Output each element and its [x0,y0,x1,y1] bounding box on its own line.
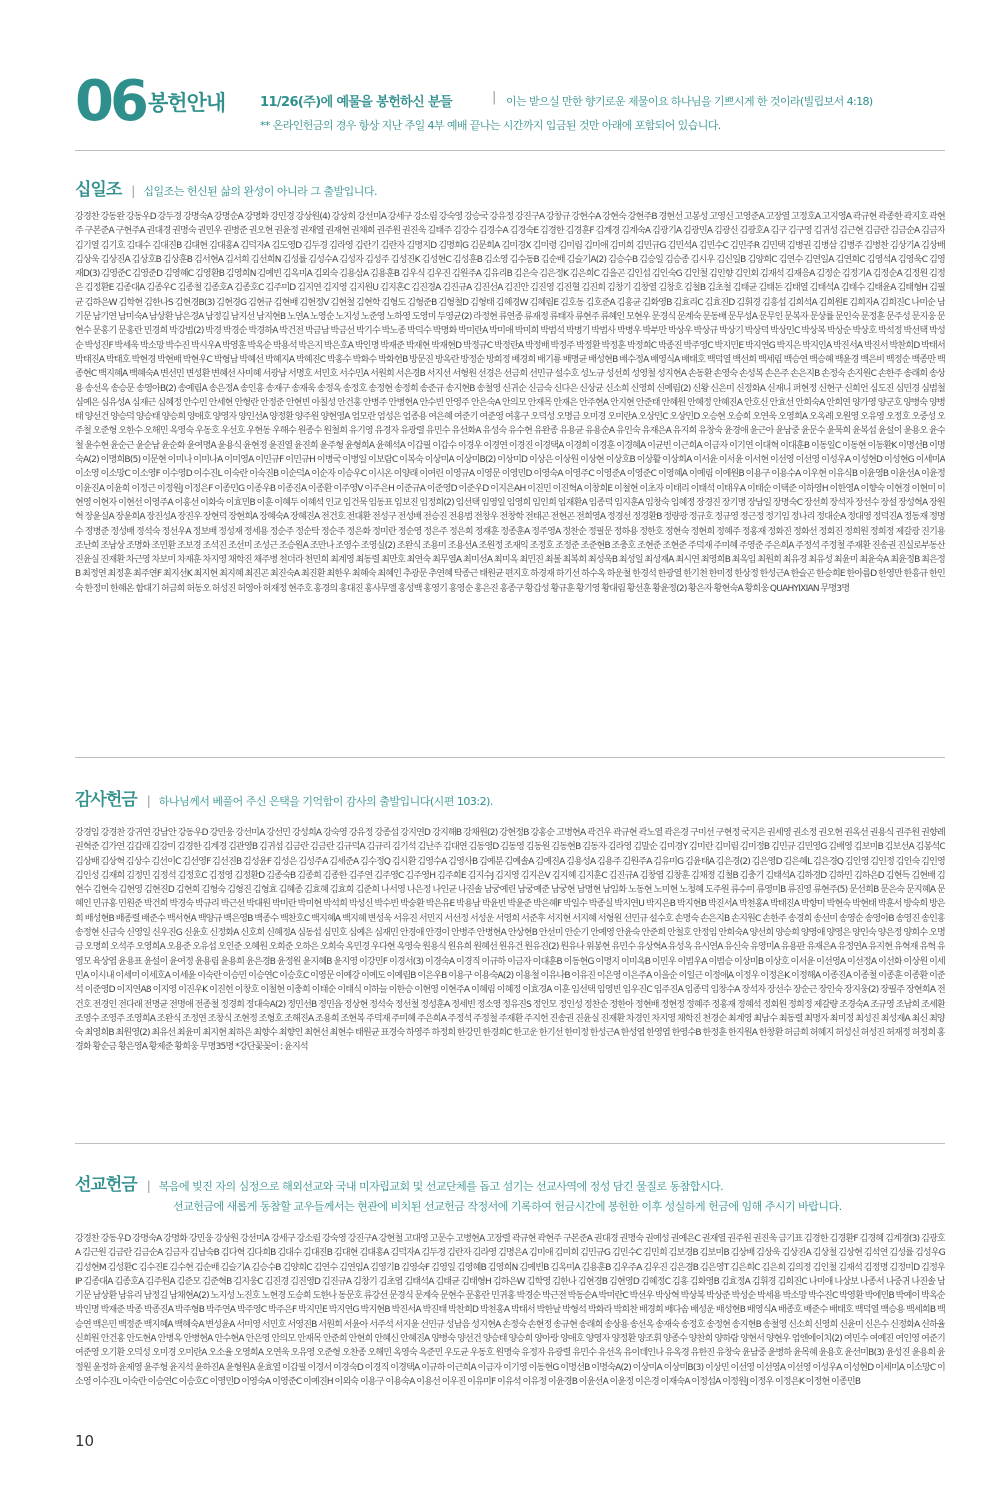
mission-section-header [75,1170,842,1213]
header-verse: 이는 받으실 만한 향기로운 제물이요 하나님을 기쁘시게 한 것이라(빌립보서 4:18) [506,95,873,108]
mission-divider: | [146,1179,151,1193]
header-divider: | [492,90,497,105]
mission-description: 복음에 빚진 자의 심정으로 해외선교와 국내 미자립교회 및 선교단체를 돕고 섬기는 선교사역에 정성 담긴 물질로 동참합시다. [158,1180,724,1193]
mission-donor-list: 강경찬 강동우D 강명숙A 강명화 강민웅 강상원 강선미A 강세구 강소림 강숙영 강진구A 강현철 고대영 고문수 고병현A 고장렬 곽규현 곽현주 구본준A 권대경 권명숙 권예성 권예은C 권재열 권주원 권진욱 금기표 김경한 김경환F 김경혜 김계경(3) 김광호A 김근원 김금란 김금순A 김금자 김남숙B 김다혁 김다희B 김대수 김대진B 김대현 김대홍A 김덕자A 김두경 김란자 김라영 김명은A 김미애 김미희 김민규G 김민수C 김민희 김보경B 김보미B 김상배 김상욱 김상진A 김상철 김상현 김석연 김성률 김성우G 김성현M 김성환C 김수진E 김수현 김순배 김슬기A 김승수B 김양희C 김연수 김연임A 김영기B 김영숙F 김영일 김영혜B 김영희N 김예빈B 김옥미A 김용훈B 김우주A 김우진 김은경B 김은영T 김은희C 김은희 김의정 김인철 김재석 김정명 김정미D 김정우IP 김종대A 김종호A 김주원A 김준모 김준혁B 김지웅C 김진경 김진영D 김진규A 김창기 김초엽 김태석A 김태균 김태형H 김하은W 김학영 김한나 김현경B 김현영D 김혜정C 김홍 김화영B 김효정A 김휘경 김희진C 나미애 나상보 나종서 나중귀 나진솔 남기문 남상환 남유리 남정길 남채현A(2) 노지성 노진호 노현경 도승희 도한나 동문호 류강선 문경식 문계숙 문현수 문홍란 민귀홍 박경순 박근전 박동순A 박미란C 박선우 박상혁 박상복 박상준 박성순 박세용 박소망 박수진C 박영환 박에민B 박예이 박옥순 박인명 박재준 박종 박종진A 박주형B 박주연A 박주영C 박주은F 박지민E 박지연G 박지현B 박진서A 박진태 박찬희D 박천홍A 박태서 박한날 박형석 박화라 박희찬 배경희 배다솜 배성운 배성현B 배영식A 배종호 배준수 배태호 백덕열 백승용 백세희B 백승연 백은민 백정준 백지혜A 백혜숙A 변성윤A 서미영 서민호 서영진B 서원희 서윤아 서주석 서지윤 선민규 성남음 성지현A 손정숙 손현정 송규현 송래희 송상용 송선옥 송재숙 송정호 송정현 송지현B 송철영 신소희 신영희 신윤미 신은수 신정화A 신하율 신희원 안건홍 안도현A 안병옥 안병현A 안수현A 안은영 안의모 안재목 안준희 안현희 안혜신 안혜진A 양병숙 양선건 양승태 양승희 양아랑 양애호 양영자 양정환 양조휘 양종수 양찬희 양하람 양현서 양현우 엄엔에이치(2) 여민수 여예진 여인영 여준기 여준영 오기환 오덕성 오미경 오미란A 오소율 오영희A 오연욱 오유영 오준형 오찬종 오해민 옥영숙 옥준민 우도균 우동호 원명숙 유정자 유광렬 유민수 유선옥 유이데인나 유옥경 유한진 유창숙 윤남중 윤병하 윤목혜 윤용호 윤선미B(3) 윤성진 윤용희 윤정원 윤정하 윤제영 윤주형 윤지석 윤하진A 윤형원A 윤효열 이갑필 이경서 이경숙D 이경직 이경택A 이규하 이근희A 이금자 이기영 이동현G 이명선B 이명숙A(2) 이상미A 이상미B(3) 이상민 이선영 이선영A 이선영 이성우A 이성현D 이세미A 이소망C 이소영 이수진L 이숙란 이승연C 이승호C 이영민D 이영숙A 이영준C 이예진H 이외숙 이용구 이용숙A 이용선 이우진 이유미F 이유석 이유정 이윤경B 이윤선A 이윤정 이은경 이재숙A 이정섭A 이정원J 이정우 이정은K 이정현 이종민B [75,1234,945,1387]
tithe-divider: | [131,184,136,198]
thanks-divider: | [146,794,151,808]
mission-description-2: 선교헌금에 새롭게 동참할 교우들께서는 현관에 비치된 선교헌금 작정서에 기록하여 헌금시간에 봉헌한 이후 성실하게 헌금에 임해 주시기 바랍니다. [173,1200,842,1213]
thanks-donor-list: 강경임 강경찬 강귀연 강남안 강동우D 강민웅 강선미A 강선민 강성희A 강숙영 강유정 강종섭 강지연D 강지해B 강채원(2) 강현정B 강홍순 고병현A 곽건우 곽규현 곽노열 곽은경 구미선 구현정 국지은 권세영 권소정 권오현 권옥선 권용식 권주원 권향례 권혁준 김가연 김갑래 김강미 김경한 김계경 김관영B 김귀섬 김금란 김금란 김규덕A 김규리 김기석 김난주 김대연 김동영D 김동영 김동원 김동현B 김동자 김라영 김말순 김미경Y 김미란 김미림 김미정B 김민규 김민영G 김배영 김보미B 김보선A 김봉석C 김상배 김상혁 김상수 김선이C 김선영F 김선진B 김성윤F 김성은 김성주A 김세준A 김수정Q 김시환 김영수A 김영사B 김예분 김예솔A 김예진A 김용성A 김용주 김원주A 김유미G 김윤태A 김은경(2) 김은영D 김은혜L 김은경Q 김인영 김인정 김인숙 김인영 김인성 김재희 김정민 김정석 김정호C 김정영 김정환D 김종숙B 김종희 김종한 김주연 김주영C 김주영H 김주희E 김지수J 김지영 김지은V 김지혜 김지훈C 김진규A 김창엽 김창훈 김채정 김철B 김충기 김태석A 김하경D 김하민 김하은D 김현득 김현배 김현수 김현숙 김현영 김현진D 김현희 김형숙 김형진 김형효 김혜종 김효혜 김효희 김준희 나서영 나은정 나인균 나진솔 남궁예린 남궁예준 남궁현 남명현 남임화 노동현 노미현 노청혜 도주원 류수미 류영미B 류진영 류현주(5) 문선희B 문은숙 문지혜A 문혜인 민규홍 민원준 박건희 박경숙 박규리 박근선 박대원 박미란 박미현 박석희 박성신 박수빈 박숭환 박은유E 박용남 박윤빈 박윤준 박은혜F 박일수 박종실 박지연U 박지은B 박지현B 박진서A 박천홍A 박태진A 박향미 박현숙 박현태 박훈서 방숙희 방은희 배성현B 배종렬 배준수 백서현A 백양규 백은영B 백종수 백찬호C 백지혜A 백지혜 변성욱 서유진 서민지 서선정 서성운 서영희 서준후 서지현 서지혜 서형원 선민규 설수호 손명숙 손은지B 손지원C 손한주 송경희 송선미 송영순 송영아B 송영진 송인홍 송정현 신금숙 신영일 신우진G 신윤호 신정화A 신호희 신혜정A 심동섭 심민호 심예은 심재민 안경애 안경이 안병주 안병현A 안상현B 안선미 안순기 안예영 안윤숙 안준희 안철호 안정임 안희숙A 양선희 양승희 양영애 양영은 양인숙 양은정 양희수 오명금 오명희 오석주 오영희A 오용준 오유섭 오인준 오혜원 오희준 오하은 오희숙 옥민경 우다현 옥영숙 원용식 원유희 원혜선 원유건 원유진(2) 원유나 위봉현 유민수 유상혁A 유성옥 유시연A 유신숙 유영미A 유용판 유재은A 유정연A 유지현 유혁재 유혁 유영모 육상엽 윤용표 윤설이 윤여정 윤용림 윤용희 윤은경B 윤정원 윤지혜B 윤지영 이강민F 이경서(3) 이경숙A 이경직 이규하 이금자 이대훈B 이동현G 이명지 이미옥B 이민우 이범우A 이범승 이상미B 이상호 이서윤 이선영A 이선정A 이선화 이상원 이세민A 이시내 이세미 이세호A 이세윤 이숙란 이승민 이승연C 이승호C 이영문 이예강 이예도 이예림B 이은우B 이용구 이용숙A(2) 이용철 이유나B 이유진 이은영 이은주A 이을순 이일근 이정애A 이정우 이정은K 이정해A 이종진A 이종철 이종훈 이종환 이준석 이준영D 이지연A8 이지영 이진우K 이진헌 이창호 이철현 이충희 이태순 이태식 이하늘 이한승 이현영 이현주A 이혜림 이혜정 이효경A 이훈 임선택 임영빈 임우진C 임주진A 임종덕 임창수A 장석자 장선수 장순근 장인숙 장지웅(2) 장필주 장현희A 전건호 전경인 전다래 전명균 전명애 전종철 정경희 정대숙A(2) 정민선B 정민읍 정상현 정석숙 정선철 정성훈A 정세빈 정소영 정유진S 정인모 정인성 정찬순 정한아 정현배 정현정 정혜주 정홍재 정혜석 정회원 정희정 제갈량 조경숙A 조규영 조남희 조세환 조영수 조영주 조영희A 조완식 조정연 조창식 조현정 조형호 조해진A 조용희 조현복 주덕재 주미혜 주은희A 주정석 주정철 주재환 주지헌 진송권 진윤실 진재환 차경인 차지영 채학진 천경순 최계영 최남수 최동렬 최명자 최미정 최성진 최성재A 최신 최양숙 최영희B 최원영(2) 최유선 최윤미 최지현 최하은 최향수 최향인 최현선 최현수 태원균 표경숙 하영주 하정희 한강민 한경희C 한고운 한기선 한미정 한성근A 한성엽 한영엽 한영수B 한정훈 한지원A 한창환 허금희 허혜지 허성신 허성진 허재정 허정희 홍경화 황순금 황은영A 황제준 황희웅 무명35명 *강단꽃꽂이 : 윤지석 [75,828,945,1053]
tithe-section-header [75,175,377,200]
tithe-donor-list: 강경찬 강동완 강동우D 강두경 강명숙A 강명순A 강명화 강민경 강상원(4) 강상희 강선미A 강세구 강소림 강숙영 강승국 강유정 강진구A 강창규 강현수A 강현숙 강현주B 경현선 고봉성 고영신 고영준A 고장열 고정호A 고지영A 곽규현 곽종한 곽지호 곽현주 구본준A 구현주A 권대경 권명숙 권민우 권병준 권오현 권윤정 권재열 권재현 권채희 권주원 권진욱 길태주 김강수 김경수A 김경숙E 김경한 김경훈F 김계경 김계숙A 김광기A 김광민A 김광신 김광호A 김구 김구영 김귀성 김근현 김금란 김금순A 김금자 김기열 김기호 김대수 김대진B 김대현 김대홍A 김덕자A 김도영D 김두경 김라영 김란기 김란자 김명지D 김명희G 김문희A 김미경X 김미령 김미림 김미애 김미희 김민규G 김민석A 김민수C 김민주R 김민택 김병권 김병삼 김병주 김병찬 김상기A 김상배 김상욱 김상진A 김상호B 김상훈B 김서현A 김서희 김선희N 김성률 김성수A 김성자 김성주 김성진K 김성현C 김성훈B 김소영 김수동B 김순배 김슬기A(2) 김승수B 김승일 김승종 김시우 김신일B 김양희C 김연수 김연일A 김연희C 김영석A 김영욱C 김영재D(3) 김영준C 김영준D 김영혜C 김영환B 김영희N 김예빈 김옥미A 김외숙 김용삼A 김용훈B 김우식 김우진 김원주A 김유리B 김은숙 김은정K 김은희C 김을곤 김인섭 김인숙G 김인철 김인향 김인회 김재석 김재응A 김정순 김정기A 김정순A 김정원 김정은 김정환E 김종대A 김종우C 김종철 김종호A 김종호C 김주미D 김지연 김지영 김지원U 김지혼C 김진경A 김진규A 김진선A 김진안 김진영 김진혈 김진희 김창기 김창열 김창호 김철B 김초철 김태균 김태돈 김태열 김태석A 김태수 김태윤A 김태형H 김필균 김하은W 김학현 김한나S 김현경B(3) 김현경G 김현규 김현배 김현정V 김현철 김현학 김형도 김형준B 김형철D 김형태 김혜경W 김혜림E 김호동 김호준A 김홍균 김화영B 김효리C 김효진D 김휘경 김흥섭 김희석A 김희원E 김희자A 김희진C 나미순 남기문 남기연 남미숙A 남상환 남은경A 남정길 남지선 남지현B 노연A 노영순 노지성 노준영 노하영 도영미 두영균(2) 라정현 류연종 류재정 류태자 류현주 류혜인 모현우 문경식 문계숙 문동배 문무성A 문무인 문복자 문상률 문인숙 문정훈 문주성 문지웅 문현수 문홍기 문홍란 민경희 박강범(2) 박경 박경순 박경하A 박건전 박금남 박금선 박기수 박노종 박덕수 박명화 박미란A 박미애 박미희 박범석 박병기 박범사 박병우 박부만 박상우 박상규 박상기 박상덕 박상민C 박상복 박상순 박상호 박석정 박선택 박성순 박성진F 박세욱 박소망 박수진 박시우A 박영훈 박옥순 박용석 박은지 박은호A 박인명 박재준 박재현 박재현D 박정규C 박정란A 박정배 박정주 박정환 박정훈 박정희C 박종진 박주영C 박지민E 박지연G 박지은 박지인A 박진서A 박진서 박찬희D 박태서 박태진A 박태호 박현경 박현배 박현우C 박형남 박혜선 박혜지A 박혜진C 박홍수 박화수 박화헌B 방문진 방옥란 방정순 방희정 배경희 배기룡 배명균 배성현B 배수정A 배영식A 배태호 백덕열 백선희 백세림 백승연 백승혜 백윤경 백은비 백정순 백종만 백종현C 백지혜A 백혜숙A 변선민 변성환 변혜선 사미혜 서광남 서명호 서민호 서수민A 서원희 서은경B 서지선 서형원 선경은 선금희 선민규 설수호 성노규 성선희 성영철 성지현A 손동환 손영숙 손성복 손은주 손은지B 손정숙 손지원C 손한주 송래희 송상용 송선옥 송승문 송영아B(2) 송예림A 송은정A 송인홍 송재구 송재욱 송정옥 송정호 송정현 송정희 송준규 송지현B 송철영 신귀순 신금숙 신다은 신상균 신소희 신영희 신예림(2) 신왕 신은미 신정화A 신재니 퍼현정 신현구 신희언 심도진 심민경 심범철 심예은 심유성A 심재근 심혜정 안수민 안세현 안형란 안정준 안현빈 아칠성 안건홍 안병주 안병현A 안수빈 안영주 안은숙A 안의모 안재목 안재은 안주현A 안지현 안준태 안혜원 안혜정 안혜진A 안호신 안효선 안희숙A 안희연 양가영 양군호 양병숙 양병태 양선건 양승덕 양승태 양승희 양애호 양영자 양인선A 양정환 양주원 양현영A 엄모란 엄성은 엄종용 여은혜 여준기 여준영 여홍구 오덕성 오명금 오미경 오미란A 오상민C 오상민D 오승현 오승희 오연욱 오영희A 오옥례 오원영 오유영 오정호 오중성 오주철 오준형 오한수 오해민 옥영숙 우동호 우선호 우현동 우해수 원종수 원철희 유기영 유경자 유광렬 유민수 유선화A 유성숙 유수현 유완종 유용균 유용순A 유인숙 유재은A 유지희 유창숙 윤경애 윤근아 윤남중 윤문수 윤묵희 윤복섭 윤설이 윤용오 윤수철 윤수현 윤순근 윤순남 윤순화 윤여명A 윤용식 윤현정 윤진열 윤진희 윤주형 윤형희A 윤혜석A 이갑필 이갑수 이경우 이경연 이경진 이경택A 이경희 이경훈 이경혜A 이균빈 이근희A 이금자 이기연 이대혁 이대훈B 이동일C 이동현 이동환K 이명선B 이명숙A(2) 이명희B(5) 이문현 이미나 이미나A 이미영A 이민규F 이민규H 이병국 이병일 이보람C 이복숙 이상미A 이상미B(2) 이상미D 이상은 이상원 이상현 이상호B 이상활 이상희A 이서윤 이서윤 이서현 이선영 이선영 이성우A 이성현D 이성현G 이세미A 이소영 이소망C 이소영F 이수영D 이수진L 이숙란 이숙진B 이순덕A 이순자 이승우C 이시온 이양래 이여린 이영규A 이영문 이영민D 이영숙A 이영주C 이영준A 이영준C 이영혜A 이예림 이예원B 이용구 이용수A 이우현 이유식B 이윤영B 이윤선A 이윤정 이윤진A 이윤희 이정근 이정원J 이정은F 이종민G 이종우B 이종진A 이종환 이주영V 이주은H 이준규A 이준영D 이준우D 이지은AH 이진민 이진혁A 이창희E 이철현 이초자 이태리 이태석 이태우A 이태순 이택준 이하영H 이한영A 이향숙 이현경 이현미 이현영 이현자 이현선 이영주A 이홍선 이화숙 이효민B 이훈 이혜두 이혜석 인교 임건묵 임동표 임보진 임정희(2) 임선택 임영일 임영희 임인희 임재환A 임종덕 임지훈A 임창숙 임혜정 장경진 장기명 장남일 장명숙C 장선희 장석자 장선수 장설 장성혁A 장원혁 장윤실A 장윤희A 장진성A 장진우 장현덕 장현희A 장혜숙A 장혜진A 전건호 전대환 전성구 전성배 전승진 전용범 전창우 전창학 전태곤 전현곤 전희영A 정경선 정경환B 정량광 정규호 정규영 정근정 정기임 정나리 정대순A 정대영 정덕진A 정동재 정명수 정병준 정성배 정석숙 정선우A 정보배 정성재 정세용 정순주 정순탁 정순주 정은화 정미란 정순영 정은주 정은희 정재훈 정종훈A 정주영A 정찬순 정필문 정하용 정한호 정현숙 정현희 정혜주 정홍재 정화진 정화선 정회진 정희원 정희정 제갈광 진기용 조난희 조남상 조명화 조민환 조보경 조석진 조선미 조성근 조승원A 조만나 조영수 조영실(2) 조완식 조용미 조용선A 조원정 조재익 조정호 조정준 조준현B 조충호 조현준 조현준 주덕재 주미혜 주영준 주은희A 주정석 주정철 주재환 진송권 진실로부동산 진윤실 진재환 차근영 차보미 차재훈 차지영 채학진 채주병 천더라 천민희 최계영 최동렬 최만호 최연숙 최무열A 최미선A 최미옥 최민진 최볼 최복희 최성욱B 최성일 최성재A 최시연 최영희B 최옥임 최원희 최유경 최유성 최윤미 최윤숙A 최윤정B 최은정B 최정연 최정훈 최주연F 최지선K 최지현 최지혜 최진곤 최진숙A 최진환 최한우 최혜숙 최혜인 추광문 추연혜 탁종근 태원균 편지호 하경재 하기선 하수옥 하운철 한경석 한광열 한기천 한미정 한상정 한성근A 한슬곤 한승희E 한아름D 한영만 한흥규 한인숙 한정미 한혜온 함대기 허금희 허동오 허성진 허영아 허재정 현주호 홍경의 홍대진 홍사무엘 홍성백 홍영기 홍영순 홍은진 홍종구 황갑성 황규훈 황기영 황대림 황선훈 황윤정(2) 황은자 황현숙A 황희웅 QUAHYIXIAN 무명3명 [75,212,945,594]
thanks-section-header [75,785,493,810]
section-number: 06 [75,69,145,134]
thanks-title: 감사헌금 [75,790,137,810]
thanks-description: 하나님께서 베풀어 주신 은택을 기억함이 감사의 출발입니다(시편 103:2). [158,795,493,808]
tithe-title: 십일조 [75,180,122,200]
online-offering-note: ** 온라인헌금의 경우 항상 지난 주일 4부 예배 끝나는 시간까지 입금된 것만 아래에 포함되어 있습니다. [260,119,721,132]
divider-rule [75,150,945,151]
divider-rule [75,757,945,758]
tithe-description: 십일조는 헌신된 삶의 완성이 아니라 그 출발입니다. [143,185,377,198]
mission-title: 선교헌금 [75,1175,137,1195]
page-number: 10 [75,1432,95,1450]
page-subtitle: 11/26(주)에 예물을 봉헌하신 분들 [260,95,452,110]
page-title: 봉헌안내 [148,91,226,115]
page-header [75,69,955,138]
divider-rule [75,1143,945,1144]
